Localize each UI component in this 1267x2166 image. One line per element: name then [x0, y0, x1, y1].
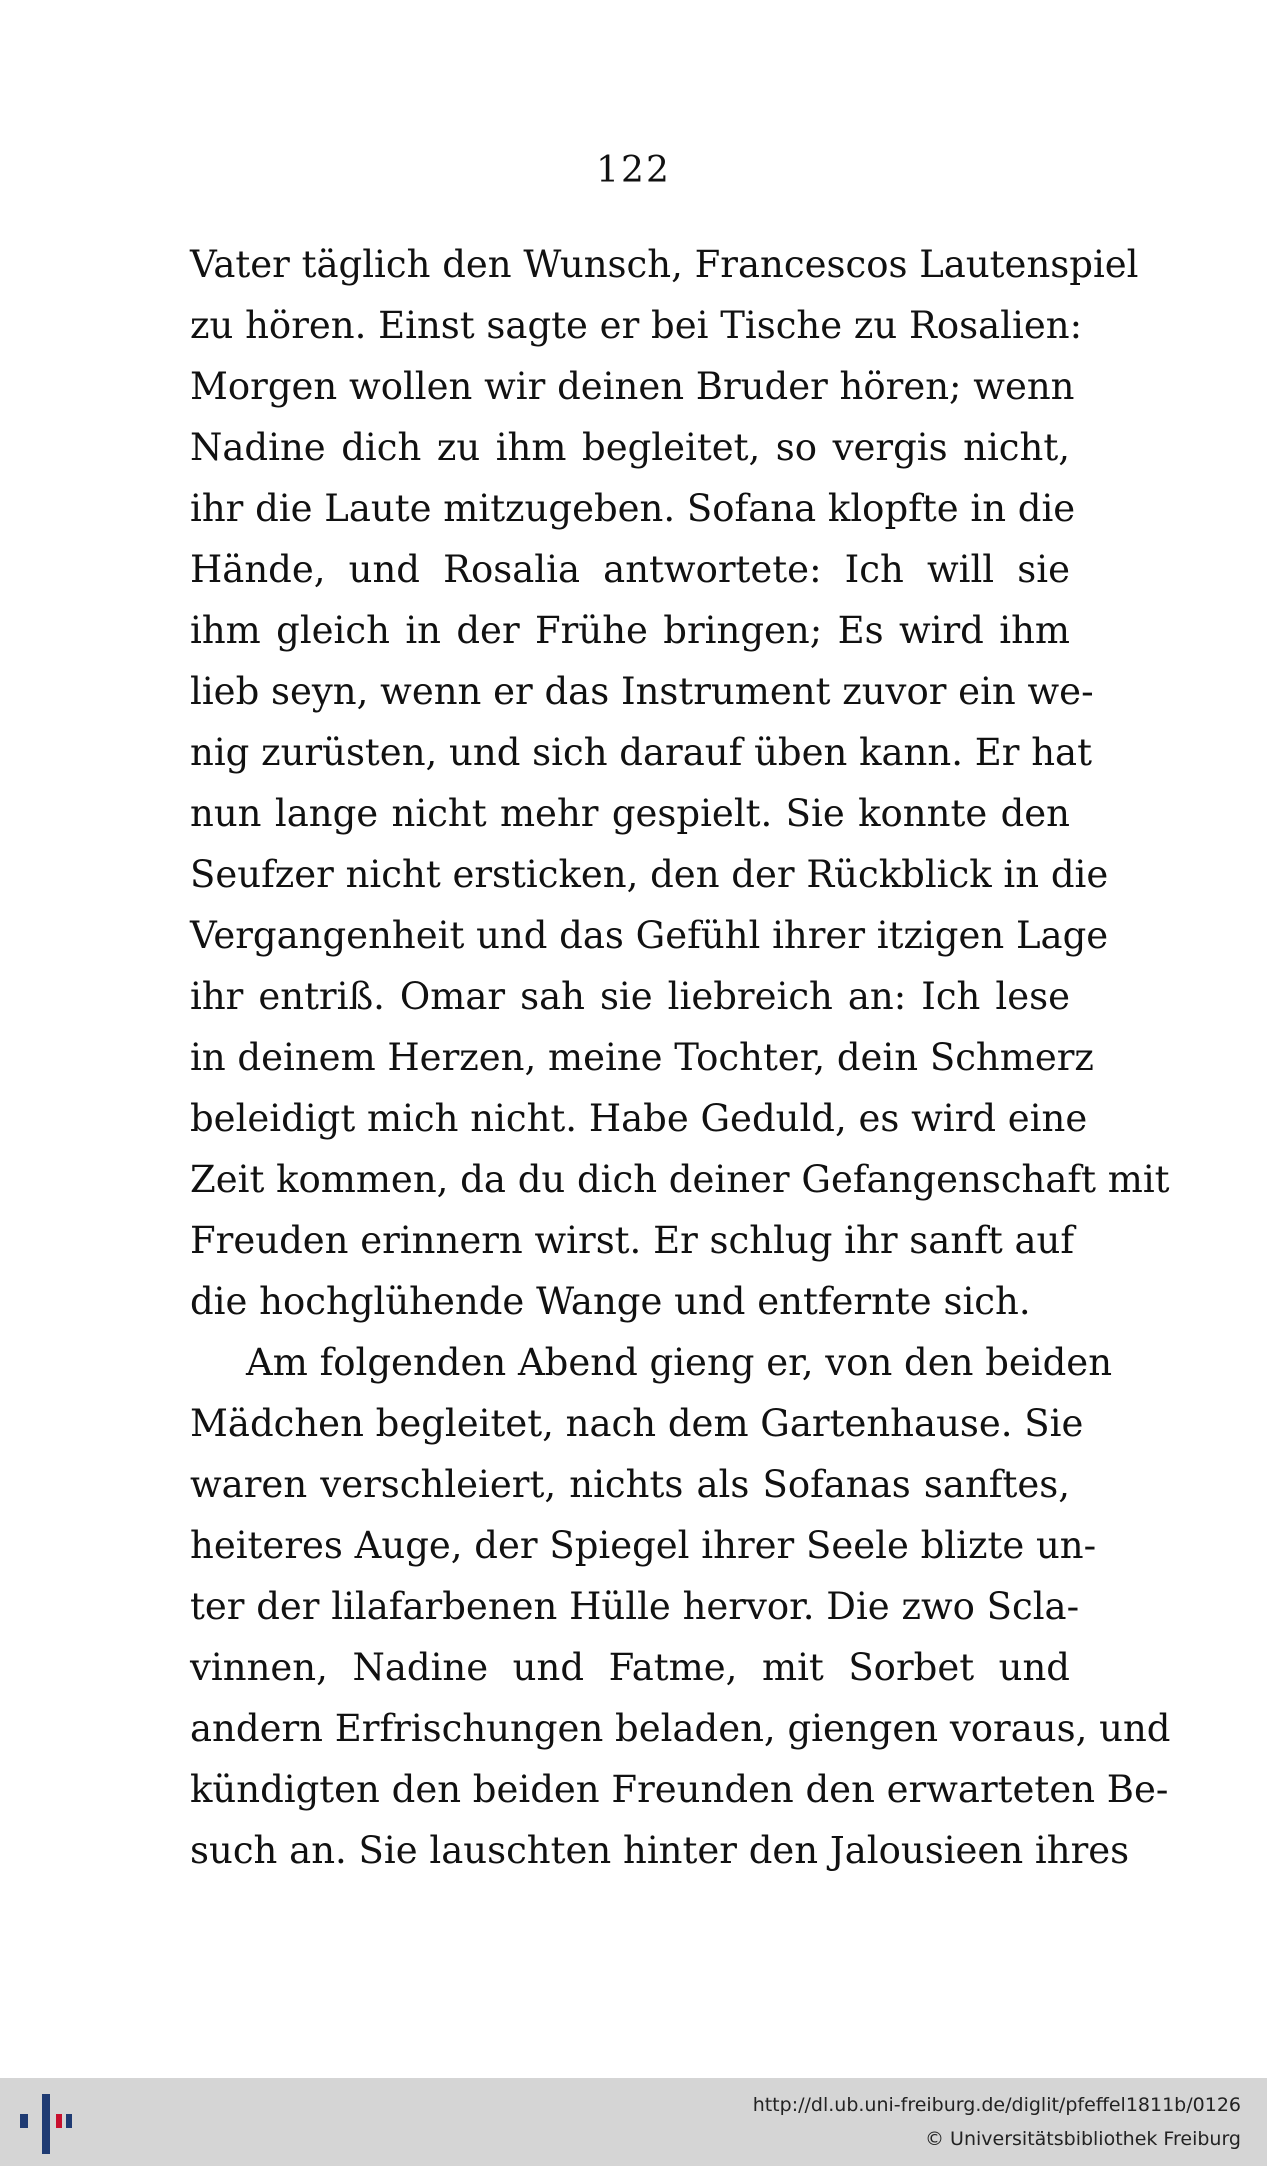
text-line: nun lange nicht mehr gespielt. Sie konnte den [190, 792, 1070, 835]
text-line: Mädchen begleitet, nach dem Gartenhause. Sie [190, 1402, 1084, 1445]
source-url[interactable]: http://dl.ub.uni-freiburg.de/diglit/pfeffel1811b/0126 [752, 2094, 1241, 2116]
text-line: zu hören. Einst sagte er bei Tische zu Rosalien: [190, 304, 1083, 347]
ub-freiburg-logo-icon [16, 2092, 76, 2156]
page-number: 122 [596, 150, 671, 191]
text-line: Morgen wollen wir deinen Bruder hören; wenn [190, 365, 1075, 408]
footer-bar [0, 2078, 1267, 2166]
text-line: vinnen, Nadine und Fatme, mit Sorbet und [190, 1646, 1070, 1689]
text-line: ihm gleich in der Frühe bringen; Es wird ihm [190, 609, 1070, 652]
logo-bar-right [66, 2114, 72, 2128]
text-line: waren verschleiert, nichts als Sofanas sanftes, [190, 1463, 1070, 1506]
text-line: ihr die Laute mitzugeben. Sofana klopfte in die [190, 487, 1076, 530]
logo-bar-left [20, 2114, 28, 2128]
copyright-notice: © Universitätsbibliothek Freiburg [925, 2128, 1241, 2150]
paragraph-start-line: Am folgenden Abend gieng er, von den beiden [246, 1341, 1113, 1384]
text-line: in deinem Herzen, meine Tochter, dein Schmerz [190, 1036, 1094, 1079]
text-line: andern Erfrischungen beladen, giengen voraus, und [190, 1707, 1171, 1750]
text-line: heiteres Auge, der Spiegel ihrer Seele blizte un- [190, 1524, 1097, 1567]
text-line: Seufzer nicht ersticken, den der Rückblick in die [190, 853, 1109, 896]
text-line: Hände, und Rosalia antwortete: Ich will sie [190, 548, 1070, 591]
text-line: ihr entriß. Omar sah sie liebreich an: Ich lese [190, 975, 1070, 1018]
text-line: lieb seyn, wenn er das Instrument zuvor ein we- [190, 670, 1094, 713]
text-line: such an. Sie lauschten hinter den Jalousieen ihres [190, 1829, 1130, 1872]
text-line: Vater täglich den Wunsch, Francescos Lautenspiel [190, 243, 1139, 286]
text-line: Freuden erinnern wirst. Er schlug ihr sanft auf [190, 1219, 1075, 1262]
text-line: nig zurüsten, und sich darauf üben kann. Er hat [190, 731, 1092, 774]
page-text [190, 234, 1171, 1881]
text-line: ter der lilafarbenen Hülle hervor. Die zwo Scla- [190, 1585, 1080, 1628]
text-line: beleidigt mich nicht. Habe Geduld, es wird eine [190, 1097, 1088, 1140]
logo-bar-center [42, 2094, 50, 2154]
text-line: kündigten den beiden Freunden den erwarteten Be- [190, 1768, 1169, 1811]
text-line: Zeit kommen, da du dich deiner Gefangenschaft mit [190, 1158, 1170, 1201]
logo-bar-accent [56, 2114, 62, 2128]
text-line: Vergangenheit und das Gefühl ihrer itzigen Lage [190, 914, 1109, 957]
text-line: Nadine dich zu ihm begleitet, so vergis nicht, [190, 426, 1070, 469]
paragraph-end-line: die hochglühende Wange und entfernte sich. [190, 1280, 1031, 1323]
